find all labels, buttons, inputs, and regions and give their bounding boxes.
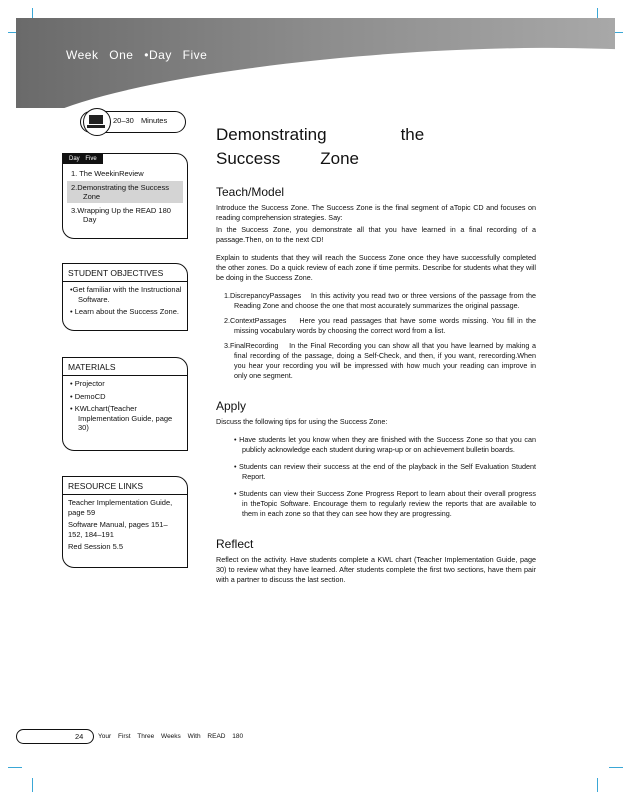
footer-text: Your First Three Weeks With READ 180 xyxy=(98,733,244,740)
section-heading-teach: Teach/Model xyxy=(216,185,285,199)
objective-item: •Get familiar with the Instructional Software. xyxy=(70,285,182,304)
step-text: Here you read passages that have some words missing. You fill in the missing vocabulary words by choosing the correct word from a list. xyxy=(234,316,536,335)
crop-mark xyxy=(32,778,33,792)
material-item: • Projector xyxy=(70,379,105,388)
material-item: • DemoCD xyxy=(70,391,106,401)
apply-item: • Students can review their success at the end of the playback in the Self Evaluation Student Report. xyxy=(234,462,536,481)
header-band xyxy=(16,18,615,108)
page-number-pill xyxy=(16,729,94,744)
apply-intro: Discuss the following tips for using the Success Zone: xyxy=(216,417,388,426)
reflect-paragraph: Reflect on the activity. Have students complete a KWL chart (Teacher Implementation Guide, page 30) to review what they have learned. After students complete the first two sections, have them pair with a partner to discuss the last section. xyxy=(216,555,536,584)
crop-mark xyxy=(609,767,623,768)
step-text: In the Final Recording you can show all that you have learned by making a final recording of the passage, doing a Self-Check, and then, if you want, rerecording.When you hear your recording you will be impressed with how much your reading can improve in only one segment. xyxy=(234,341,536,380)
title-word: Demonstrating xyxy=(216,125,327,144)
title-word: Success xyxy=(216,149,281,168)
section-heading-apply: Apply xyxy=(216,399,247,413)
teach-paragraph: Explain to students that they will reach the Success Zone once they have successfully completed the other zones. Do a quick review of each zone if time permits. Describe for students what they will be doing in the Success Zone. xyxy=(216,253,536,282)
material-item: • KWLchart(Teacher Implementation Guide, page 30) xyxy=(70,404,173,432)
page-number: 24 xyxy=(75,732,84,741)
day-tab: Day Five xyxy=(63,154,103,164)
objective-item: • Learn about the Success Zone. xyxy=(70,307,179,316)
step-title: FinalRecording xyxy=(230,341,279,350)
computer-icon xyxy=(83,108,111,136)
resources-title: RESOURCE LINKS xyxy=(63,477,187,495)
teach-paragraph: Introduce the Success Zone. The Success Zone is the final segment of aTopic CD and focuses on reading comprehension strategies. Say: xyxy=(216,203,536,222)
step-item xyxy=(216,316,536,336)
agenda-item: 1. The WeekinReview xyxy=(71,169,144,178)
title-word: the xyxy=(400,125,425,144)
header-curve xyxy=(16,27,615,108)
page-title xyxy=(216,123,536,171)
header-title: Week One •Day Five xyxy=(66,48,208,62)
resources-box xyxy=(62,476,188,568)
step-number: 1. xyxy=(224,291,230,300)
step-number: 2. xyxy=(224,316,230,325)
section-heading-reflect: Reflect xyxy=(216,537,254,551)
step-text: In this activity you read two or three versions of the passage from the Reading Zone and choose the one that most accurately summarizes the original passage. xyxy=(234,291,536,310)
apply-item: • Students can view their Success Zone Progress Report to learn about their overall progress in theTopic Software. Encourage them to regularly review the reports that are available to them in each zone so that they can see how they are progressing. xyxy=(234,489,536,518)
step-item xyxy=(216,291,536,311)
title-word: Zone xyxy=(320,149,359,168)
objectives-title: STUDENT OBJECTIVES xyxy=(63,264,187,282)
time-indicator xyxy=(80,111,186,133)
agenda-box xyxy=(62,153,188,239)
step-title: DiscrepancyPassages xyxy=(230,291,302,300)
teach-quote: In the Success Zone, you demonstrate all that you have learned in a final recording of a passage.Then, on to the next CD! xyxy=(216,225,536,244)
materials-title: MATERIALS xyxy=(63,358,187,376)
resource-item: Teacher Implementation Guide, page 59 xyxy=(68,498,173,517)
materials-box xyxy=(62,357,188,451)
step-item xyxy=(216,341,536,381)
agenda-item-active: 2.Demonstrating the Success Zone xyxy=(67,181,183,203)
resource-item: Red Session 5.5 xyxy=(68,542,124,551)
crop-mark xyxy=(597,778,598,792)
objectives-box xyxy=(62,263,188,331)
time-label: 20–30 Minutes xyxy=(113,116,168,125)
apply-item: • Have students let you know when they are finished with the Success Zone so that you can publicly acknowledge each student during wrap-up or on achievement bulletin boards. xyxy=(234,435,536,454)
agenda-item: 3.Wrapping Up the READ 180 Day xyxy=(71,206,171,224)
step-number: 3. xyxy=(224,341,230,350)
resource-item: Software Manual, pages 151–152, 184–191 xyxy=(68,520,168,539)
main-content xyxy=(216,123,536,593)
crop-mark xyxy=(8,767,22,768)
step-title: ContextPassages xyxy=(230,316,287,325)
